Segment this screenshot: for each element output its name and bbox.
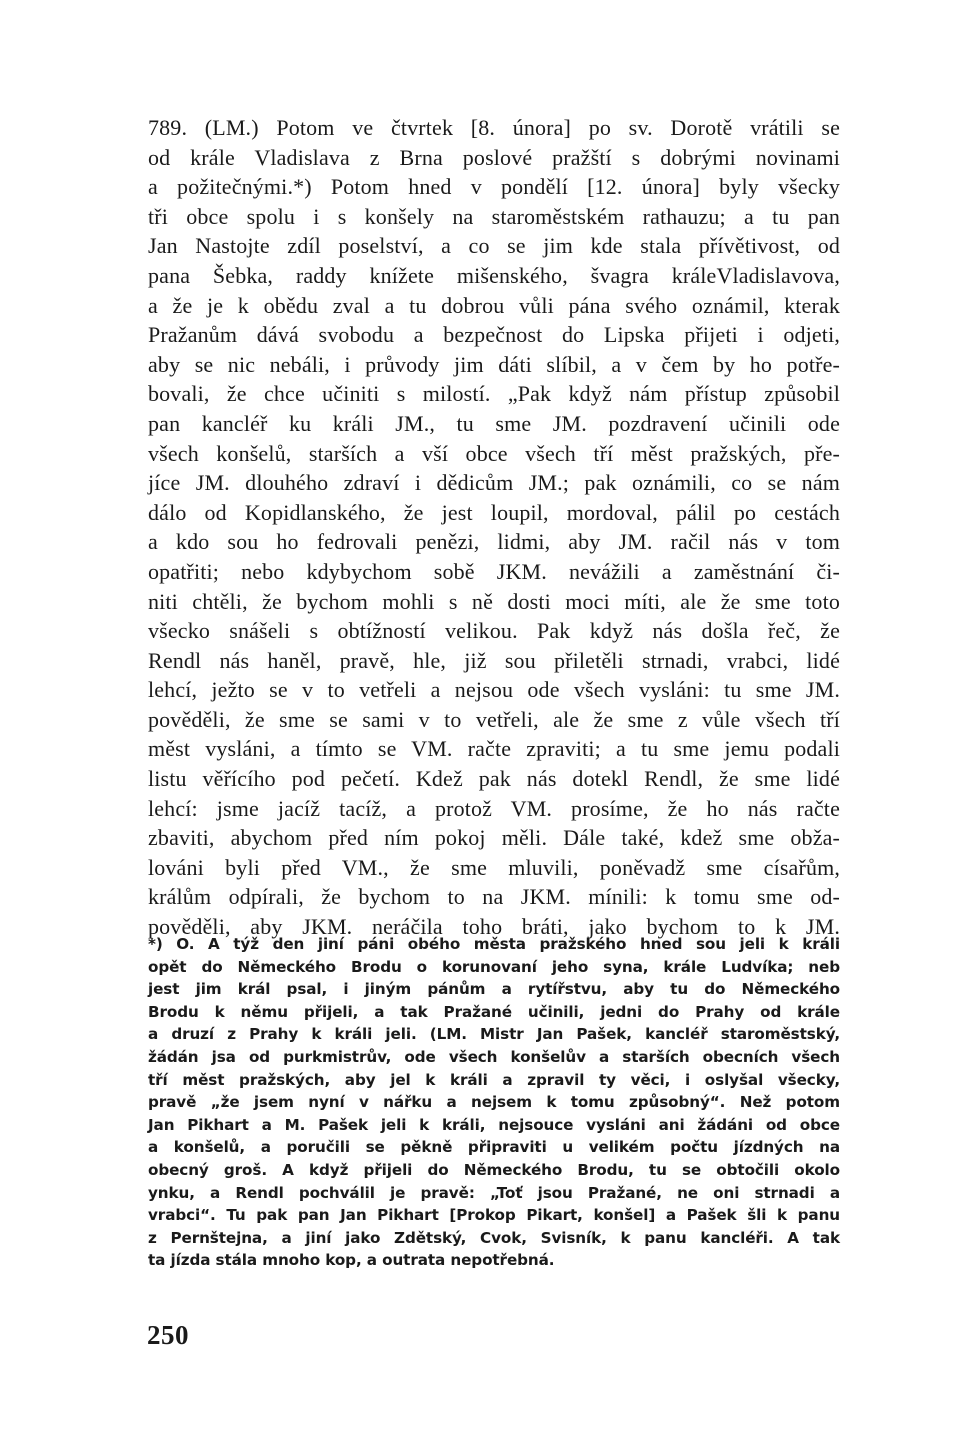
footnote-line: ta jízda stála mnoho kop, a outrata nepotřebná. (148, 1251, 555, 1270)
text-line: pana Šebka, raddy knížete mišenského, švagra králeVladislavova, (148, 262, 840, 288)
footnote-line: vrabci“. Tu pak pan Jan Pikhart [Prokop Pikart, konšel] a Pašek šli k panu (148, 1206, 840, 1225)
footnote-line: ynku, a Rendl pochválil je pravě: „Toť jsou Pražané, ne oni strnadi a (148, 1183, 840, 1202)
text-line: Jan Nastojte zdíl poselství, a co se jim kde stala přívětivost, od (148, 233, 840, 259)
text-line: 789. (LM.) Potom ve čtvrtek [8. února] po sv. Dorotě vrátili se (148, 115, 840, 140)
footnote-line: tří měst pražských, aby jel k králi a zpravil ty věci, i oslyšal všecky, (148, 1070, 840, 1089)
footnote-line: a druzí z Prahy k králi jeli. (LM. Mistr Jan Pašek, kancléř staroměstský, (148, 1025, 840, 1044)
text-line: měst vysláni, a tímto se VM. račte zpraviti; a tu sme jemu podali (148, 736, 840, 762)
footnote-line: *) O. A týž den jiní páni obého města pražského hned sou jeli k králi (148, 935, 840, 953)
text-line: králům odpírali, že bychom to na JKM. mínili: k tomu sme od- (148, 884, 840, 910)
footnote-line: žádán jsa od purkmistrův, ode všech konšelův a starších obecních všech (148, 1047, 840, 1066)
text-line: dálo od Kopidlanského, že jest loupil, mordoval, pálil po cestách (148, 499, 840, 525)
text-line: pověděli, že sme se sami v to vetřeli, ale že sme z vůle všech tří (148, 706, 840, 732)
page-number: 250 (147, 1320, 189, 1350)
text-line: od krále Vladislava z Brna poslové pražští s dobrými novinami (148, 144, 840, 170)
footnote-line: obecný groš. A když přijeli do Německého Brodu, tu se obtočili okolo (148, 1160, 840, 1179)
main-text-block (148, 113, 840, 942)
text-line: a že je k obědu zval a tu dobrou vůli pána svého oznámil, kterak (148, 292, 840, 318)
text-line: opatřiti; nebo kdybychom sobě JKM. nevážili a zaměstnání či- (148, 558, 840, 584)
text-line: jíce JM. dlouhého zdraví i dědicům JM.; pak oznámili, co se nám (148, 470, 840, 496)
text-line: bovali, že chce učiniti s milostí. „Pak když nám přístup způsobil (148, 381, 840, 407)
text-line: listu věřícího pod pečetí. Kdež pak nás dotekl Rendl, že sme lidé (148, 766, 840, 792)
text-line: pan kancléř ku králi JM., tu sme JM. pozdravení učinili ode (148, 410, 840, 436)
text-line: aby se nic nebáli, i průvody jim dáti slíbil, a v čem by ho potře- (148, 351, 840, 377)
footnote-line: Jan Pikhart a M. Pašek jeli k králi, nejsouce vysláni ani žádáni od obce (148, 1115, 840, 1134)
text-line: pověděli, aby JKM. neráčila toho bráti, jako bychom to k JM. (148, 914, 840, 940)
footnote-line: a konšelů, a poručili se pěkně připraviti u velikém počtu jízdných na (148, 1138, 840, 1157)
footnote-block (148, 933, 840, 1272)
text-line: Rendl nás haněl, pravě, hle, již sou přiletěli strnadi, vrabci, lidé (148, 647, 840, 673)
text-line: všech konšelů, starších a vší obce všech tří měst pražských, pře- (148, 440, 840, 466)
footnote-line: Brodu k němu přijeli, a tak Pražané učinili, jedni do Prahy od krále (148, 1002, 840, 1021)
footnote-line: jest jim král psal, i jiným pánům a rytířstvu, aby tu do Německého (148, 980, 840, 999)
text-line: a požitečnými.*) Potom hned v pondělí [12. února] byly všecky (148, 174, 840, 200)
text-line: všecko snášeli s obtížností velikou. Pak když nás došla řeč, že (148, 618, 840, 644)
text-line: Pražanům dává svobodu a bezpečnost do Lipska přijeti i odjeti, (148, 322, 840, 348)
text-line: tři obce spolu i s konšely na staroměstském rathauzu; a tu pan (148, 203, 840, 229)
text-line: niti chtěli, že bychom mohli s ně dosti moci míti, ale že sme toto (148, 588, 840, 614)
text-line: lehcí, ježto se v to vetřeli a nejsou ode všech vysláni: tu sme JM. (148, 677, 840, 703)
footnote-line: pravě „že jsem nyní v nářku a nejsem k tomu způsobný“. Než potom (148, 1093, 840, 1112)
text-line: a kdo sou ho fedrovali penězi, lidmi, aby JM. račil nás v tom (148, 529, 840, 555)
text-line: zbaviti, abychom před ním pokoj měli. Dále také, kdež sme obža- (148, 825, 840, 851)
footnote-line: opět do Německého Brodu o korunovaní jeho syna, krále Ludvíka; neb (148, 957, 840, 976)
text-line: lováni byli před VM., že sme mluvili, poněvadž sme císařům, (148, 854, 840, 880)
text-line: lehcí: jsme jacíž tacíž, a protož VM. prosíme, že ho nás račte (148, 795, 840, 821)
footnote-line: z Pernštejna, a jiní jako Zdětský, Cvok, Svisník, k panu kancléři. A tak (148, 1228, 840, 1247)
